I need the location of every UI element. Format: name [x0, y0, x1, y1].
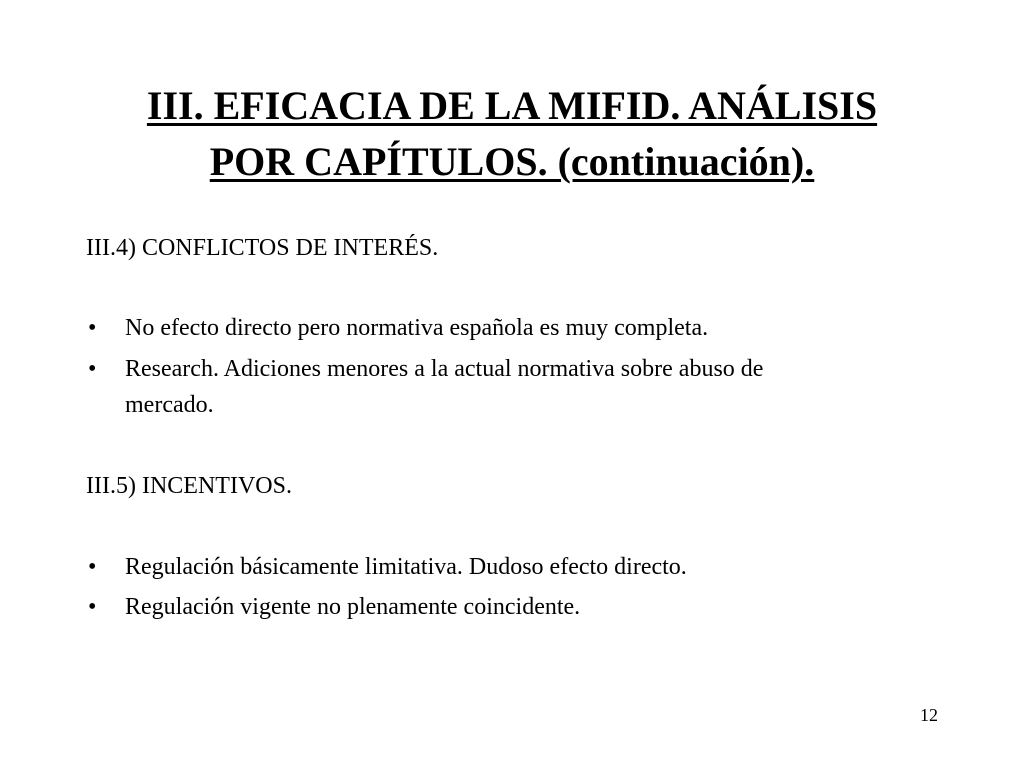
bullet-marker: •	[88, 554, 97, 580]
section-heading-incentivos: III.5) INCENTIVOS.	[86, 473, 292, 499]
bullet-text: Research. Adiciones menores a la actual normativa sobre abuso de	[125, 356, 764, 382]
bullet-text: Regulación vigente no plenamente coincidente.	[125, 594, 581, 620]
slide-title-line-2: POR CAPÍTULOS. (continuación).	[209, 139, 815, 184]
page-number: 12	[920, 705, 938, 725]
bullet-text: No efecto directo pero normativa española es muy completa.	[125, 315, 709, 341]
bullet-marker: •	[88, 356, 97, 382]
bullet-text: Regulación básicamente limitativa. Dudoso efecto directo.	[125, 554, 687, 580]
bullet-marker: •	[88, 594, 97, 620]
slide-title-line-1: III. EFICACIA DE LA MIFID. ANÁLISIS	[146, 83, 878, 128]
section-heading-conflictos: III.4) CONFLICTOS DE INTERÉS.	[86, 235, 439, 261]
bullet-marker: •	[88, 315, 97, 341]
bullet-text-continuation: mercado.	[125, 392, 214, 418]
